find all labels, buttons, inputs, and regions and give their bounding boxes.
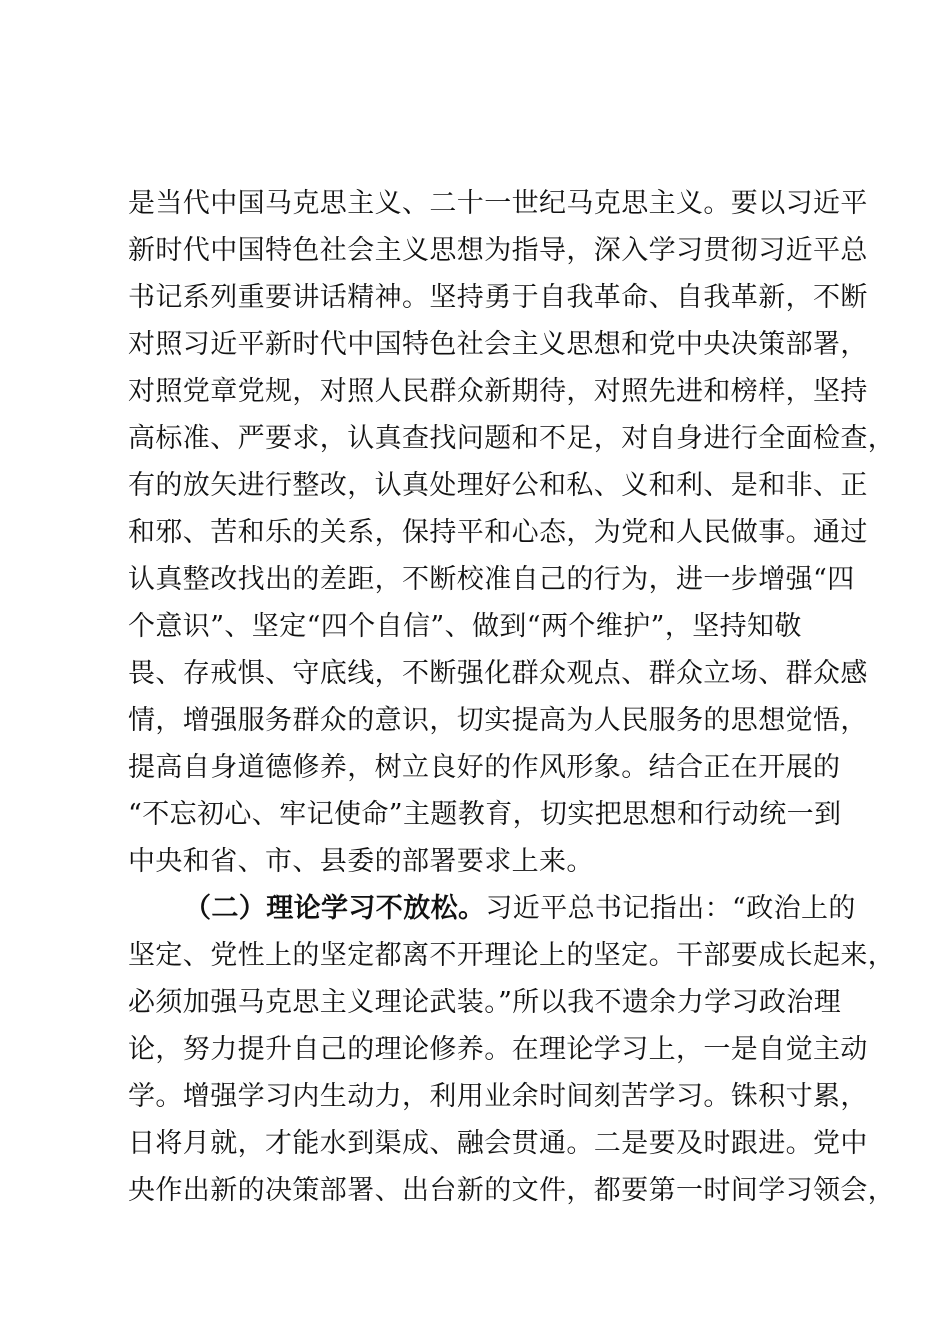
paragraph-line: 认真整改找出的差距，不断校准自己的行为，进一步增强“四 xyxy=(128,564,855,595)
paragraph-line: 有的放矢进行整改，认真处理好公和私、义和利、是和非、正 xyxy=(128,470,868,501)
paragraph-line: 是当代中国马克思主义、二十一世纪马克思主义。要以习近平 xyxy=(128,188,868,219)
paragraph-line: 坚定、党性上的坚定都离不开理论上的坚定。干部要成长起来， xyxy=(128,940,896,971)
section-heading-rest: 习近平总书记指出：“政治上的 xyxy=(485,893,856,924)
section-heading-line xyxy=(184,889,904,929)
paragraph-line: 提高自身道德修养，树立良好的作风形象。结合正在开展的 xyxy=(128,752,841,783)
paragraph-line: 央作出新的决策部署、出台新的文件，都要第一时间学习领会， xyxy=(128,1175,896,1206)
paragraph-line: 高标准、严要求，认真查找问题和不足，对自身进行全面检查， xyxy=(128,423,896,454)
paragraph-line: 学。增强学习内生动力，利用业余时间刻苦学习。铢积寸累， xyxy=(128,1081,868,1112)
paragraph-line: 畏、存戒惧、守底线，不断强化群众观点、群众立场、群众感 xyxy=(128,658,868,689)
paragraph-line: 日将月就，才能水到渠成、融会贯通。二是要及时跟进。党中 xyxy=(128,1128,868,1159)
paragraph-line: 对照党章党规，对照人民群众新期待，对照先进和榜样，坚持 xyxy=(128,376,868,407)
paragraph-line: 对照习近平新时代中国特色社会主义思想和党中央决策部署， xyxy=(128,329,868,360)
paragraph-line: “不忘初心、牢记使命”主题教育，切实把思想和行动统一到 xyxy=(128,799,842,830)
section-heading: （二）理论学习不放松。 xyxy=(184,893,486,924)
paragraph-line: 论，努力提升自己的理论修养。在理论学习上，一是自觉主动 xyxy=(128,1034,868,1065)
paragraph-line: 必须加强马克思主义理论武装。”所以我不遗余力学习政治理 xyxy=(128,987,842,1018)
paragraph-line: 个意识”、坚定“四个自信”、做到“两个维护”，坚持知敬 xyxy=(128,611,802,642)
paragraph-line: 情，增强服务群众的意识，切实提高为人民服务的思想觉悟， xyxy=(128,705,868,736)
paragraph-line: 和邪、苦和乐的关系，保持平和心态，为党和人民做事。通过 xyxy=(128,517,868,548)
paragraph-line: 书记系列重要讲话精神。坚持勇于自我革命、自我革新，不断 xyxy=(128,282,868,313)
paragraph-line: 中央和省、市、县委的部署要求上来。 xyxy=(128,846,594,877)
paragraph-line: 新时代中国特色社会主义思想为指导，深入学习贯彻习近平总 xyxy=(128,235,868,266)
